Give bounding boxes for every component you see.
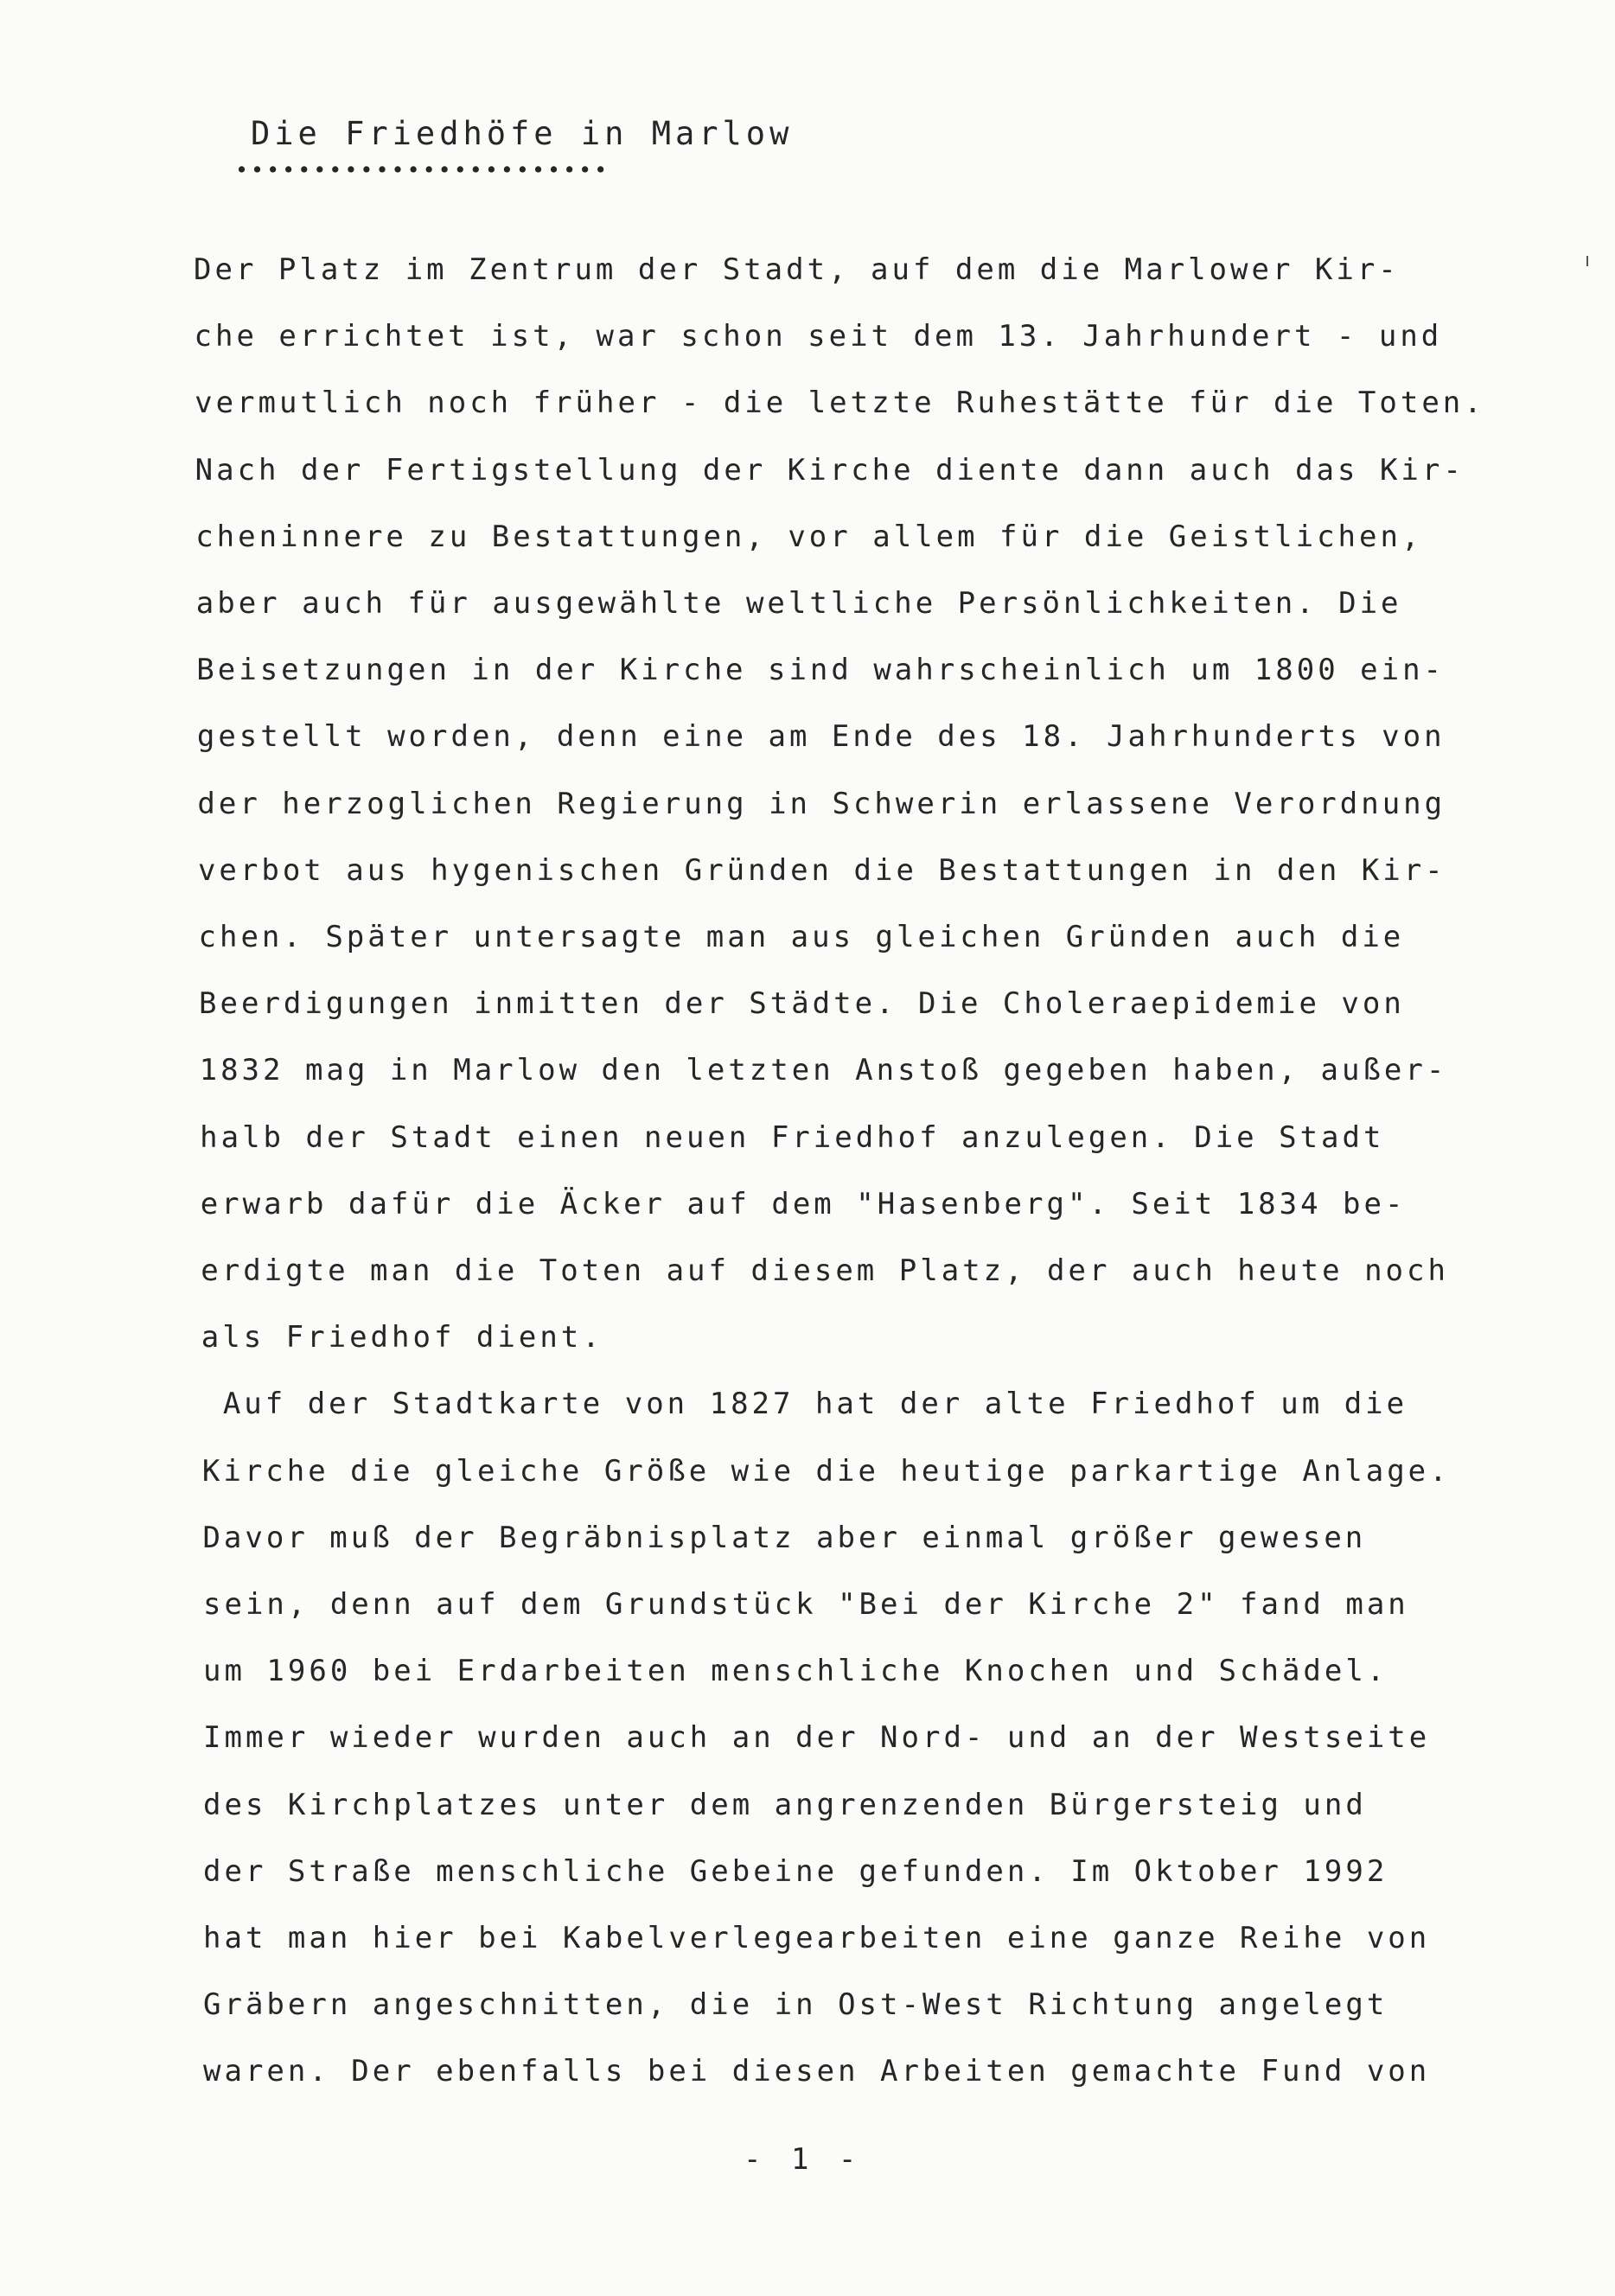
page-number: - 1 - — [744, 2142, 863, 2177]
text-line: Beisetzungen in der Kirche sind wahrscheinlich um 1800 ein- — [196, 653, 1446, 688]
text-line: vermutlich noch früher - die letzte Ruhestätte für die Toten. — [195, 386, 1485, 421]
margin-mark — [1586, 256, 1588, 266]
text-line: cheninnere zu Bestattungen, vor allem für die Geistlichen, — [195, 519, 1423, 554]
text-line: erwarb dafür die Äcker auf dem "Hasenberg". Seit 1834 be- — [200, 1186, 1407, 1221]
text-line: der Straße menschliche Gebeine gefunden. Im Oktober 1992 — [203, 1853, 1388, 1889]
text-line: Davor muß der Begräbnisplatz aber einmal größer gewesen — [202, 1520, 1367, 1555]
text-line: 1832 mag in Marlow den letzten Anstoß gegeben haben, außer- — [199, 1053, 1448, 1088]
text-line: der herzoglichen Regierung in Schwerin erlassene Verordnung — [197, 786, 1446, 821]
page-title: Die Friedhöfe in Marlow — [251, 115, 794, 152]
text-line: Gräbern angeschnitten, die in Ost-West Richtung angelegt — [203, 1987, 1388, 2023]
text-line: um 1960 bei Erdarbeiten menschliche Knochen und Schädel. — [203, 1654, 1388, 1689]
text-line: hat man hier bei Kabelverlegearbeiten eine ganze Reihe von — [203, 1921, 1431, 1955]
text-line: verbot aus hygenischen Gründen die Bestattungen in den Kir- — [197, 852, 1446, 888]
text-line: che errichtet ist, war schon seit dem 13. Jahrhundert - und — [194, 319, 1443, 354]
text-line: gestellt worden, denn eine am Ende des 18. Jahrhunderts von — [196, 719, 1446, 755]
text-line: Nach der Fertigstellung der Kirche diente dann auch das Kir- — [195, 452, 1465, 488]
text-line: halb der Stadt einen neuen Friedhof anzulegen. Die Stadt — [200, 1119, 1385, 1155]
text-line: chen. Später untersagte man aus gleichen Gründen auch die — [198, 920, 1405, 954]
text-line: als Friedhof dient. — [201, 1320, 603, 1355]
text-line: Kirche die gleiche Größe wie die heutige parkartige Anlage. — [201, 1453, 1451, 1489]
text-line: Beerdigungen inmitten der Städte. Die Choleraepidemie von — [199, 986, 1405, 1022]
text-line: Auf der Stadtkarte von 1827 hat der alte Friedhof um die — [201, 1387, 1408, 1422]
text-line: Der Platz im Zentrum der Stadt, auf dem die Marlower Kir- — [194, 252, 1400, 287]
title-dotted-underline: •••••••••••••••••••••••• — [235, 157, 610, 182]
text-line: sein, denn auf dem Grundstück "Bei der Kirche 2" fand man — [203, 1587, 1409, 1622]
text-line: erdigte man die Toten auf diesem Platz, der auch heute noch — [201, 1253, 1449, 1288]
text-line: Immer wieder wurden auch an der Nord- und an der Westseite — [203, 1720, 1431, 1756]
text-line: aber auch für ausgewählte weltliche Persönlichkeiten. Die — [195, 586, 1402, 621]
text-line: waren. Der ebenfalls bei diesen Arbeiten gemachte Fund von — [203, 2054, 1431, 2089]
text-line: des Kirchplatzes unter dem angrenzenden Bürgersteig und — [203, 1787, 1367, 1822]
